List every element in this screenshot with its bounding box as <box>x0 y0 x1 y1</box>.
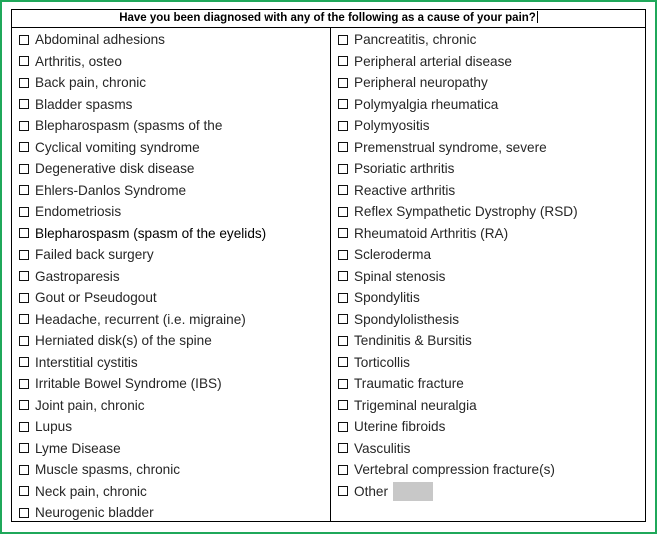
checklist-item-traumatic-fracture <box>338 373 645 395</box>
checkbox[interactable] <box>19 336 29 346</box>
checklist-item-polymyositis <box>338 115 645 137</box>
checkbox[interactable] <box>19 250 29 260</box>
checkbox[interactable] <box>338 422 348 432</box>
checklist-item-label: Failed back surgery <box>35 247 154 263</box>
checkbox[interactable] <box>19 379 29 389</box>
checklist-item-label: Reactive arthritis <box>354 182 456 198</box>
checkbox[interactable] <box>338 164 348 174</box>
checkbox[interactable] <box>338 293 348 303</box>
other-text-field[interactable] <box>393 482 433 501</box>
checklist-item-label: Lupus <box>35 419 73 435</box>
checkbox[interactable] <box>19 56 29 66</box>
checklist-item-label: Herniated disk(s) of the spine <box>35 333 212 349</box>
checklist-item-label: Torticollis <box>354 354 410 370</box>
checklist-item-label: Bladder spasms <box>35 96 133 112</box>
checkbox[interactable] <box>19 228 29 238</box>
checklist-item-spondylolisthesis <box>338 309 645 331</box>
checkbox[interactable] <box>338 35 348 45</box>
checkbox[interactable] <box>19 400 29 410</box>
checklist-item-reactive-arthritis <box>338 180 645 202</box>
checkbox[interactable] <box>338 443 348 453</box>
checklist-item-abdominal-adhesions <box>19 29 330 51</box>
checkbox[interactable] <box>19 314 29 324</box>
checkbox[interactable] <box>338 271 348 281</box>
checklist-item-irritable-bowel-syndrome-ibs <box>19 373 330 395</box>
checklist-item-label: Other <box>354 483 388 499</box>
checklist-item-label: Peripheral arterial disease <box>354 53 512 69</box>
checkbox[interactable] <box>19 78 29 88</box>
checklist-item-label: Arthritis, osteo <box>35 53 122 69</box>
checkbox[interactable] <box>338 465 348 475</box>
checkbox[interactable] <box>19 185 29 195</box>
checkbox[interactable] <box>19 508 29 518</box>
checkbox[interactable] <box>19 164 29 174</box>
checklist-item-rheumatoid-arthritis-ra <box>338 223 645 245</box>
checklist-item-bladder-spasms <box>19 94 330 116</box>
checklist-item-label: Peripheral neuropathy <box>354 75 488 91</box>
checkbox[interactable] <box>19 271 29 281</box>
checklist-item-label: Headache, recurrent (i.e. migraine) <box>35 311 246 327</box>
checkbox[interactable] <box>338 99 348 109</box>
checkbox[interactable] <box>19 443 29 453</box>
checklist-item-label: Gout or Pseudogout <box>35 290 157 306</box>
checkbox[interactable] <box>19 35 29 45</box>
checklist-item-psoriatic-arthritis <box>338 158 645 180</box>
checkbox[interactable] <box>338 142 348 152</box>
checklist-item-label: Tendinitis & Bursitis <box>354 333 472 349</box>
checklist-item-label: Vasculitis <box>354 440 411 456</box>
checklist-item-label: Joint pain, chronic <box>35 397 145 413</box>
checkbox[interactable] <box>338 56 348 66</box>
checklist-item-lupus <box>19 416 330 438</box>
checklist-item-neck-pain-chronic <box>19 481 330 503</box>
checklist-item-label: Muscle spasms, chronic <box>35 462 181 478</box>
checklist-item-label: Polymyalgia rheumatica <box>354 96 499 112</box>
checklist-item-back-pain-chronic <box>19 72 330 94</box>
checklist-item-label: Cyclical vomiting syndrome <box>35 139 200 155</box>
checkbox[interactable] <box>19 486 29 496</box>
checklist-item-blepharospasm-spasm-of-the-eyelids <box>19 223 330 245</box>
checklist-item-endometriosis <box>19 201 330 223</box>
checklist-item-label: Spondylitis <box>354 290 420 306</box>
checklist-item-label: Trigeminal neuralgia <box>354 397 477 413</box>
checklist-item-ehlers-danlos-syndrome <box>19 180 330 202</box>
checkbox[interactable] <box>338 357 348 367</box>
checklist-item-label: Lyme Disease <box>35 440 121 456</box>
checkbox[interactable] <box>338 228 348 238</box>
checkbox[interactable] <box>338 314 348 324</box>
checkbox[interactable] <box>338 336 348 346</box>
checklist-item-label: Psoriatic arthritis <box>354 161 455 177</box>
checkbox[interactable] <box>338 185 348 195</box>
checklist-item-label: Interstitial cystitis <box>35 354 138 370</box>
checklist-item-label: Irritable Bowel Syndrome (IBS) <box>35 376 222 392</box>
checklist-item-polymyalgia-rheumatica <box>338 94 645 116</box>
checklist-item-headache-recurrent-i-e-migraine <box>19 309 330 331</box>
checklist-item-label: Back pain, chronic <box>35 75 147 91</box>
checklist-item-label: Polymyositis <box>354 118 430 134</box>
checklist-item-label: Neck pain, chronic <box>35 483 147 499</box>
checklist-item-label: Premenstrual syndrome, severe <box>354 139 547 155</box>
checklist-item-interstitial-cystitis <box>19 352 330 374</box>
checklist-item-uterine-fibroids <box>338 416 645 438</box>
checklist-item-scleroderma <box>338 244 645 266</box>
checklist-item-label: Pancreatitis, chronic <box>354 32 477 48</box>
checklist-item-other <box>338 481 645 503</box>
checklist-item-blepharospasm-spasms-of-the <box>19 115 330 137</box>
checklist-item-arthritis-osteo <box>19 51 330 73</box>
checklist-item-spinal-stenosis <box>338 266 645 288</box>
checklist-item-label: Neurogenic bladder <box>35 505 154 521</box>
checklist-item-label: Traumatic fracture <box>354 376 464 392</box>
checklist-item-label: Rheumatoid Arthritis (RA) <box>354 225 509 241</box>
checklist-item-gout-or-pseudogout <box>19 287 330 309</box>
checkbox[interactable] <box>338 379 348 389</box>
checklist-item-reflex-sympathetic-dystrophy-rsd <box>338 201 645 223</box>
checklist-item-label: Degenerative disk disease <box>35 161 195 177</box>
checkbox[interactable] <box>338 207 348 217</box>
checklist-item-spondylitis <box>338 287 645 309</box>
checkbox[interactable] <box>338 250 348 260</box>
checklist-item-herniated-disk-s-of-the-spine <box>19 330 330 352</box>
checklist-item-label: Blepharospasm (spasms of the <box>35 118 223 134</box>
checklist-item-vertebral-compression-fracture-s <box>338 459 645 481</box>
checklist-item-vasculitis <box>338 438 645 460</box>
checkbox[interactable] <box>338 121 348 131</box>
text-cursor <box>537 11 538 23</box>
checklist-item-neurogenic-bladder <box>19 502 330 524</box>
table-header <box>12 10 645 28</box>
checklist-item-cyclical-vomiting-syndrome <box>19 137 330 159</box>
checkbox[interactable] <box>19 99 29 109</box>
checkbox[interactable] <box>338 486 348 496</box>
checklist-item-tendinitis-bursitis <box>338 330 645 352</box>
checklist-item-label: Uterine fibroids <box>354 419 446 435</box>
right-column <box>331 28 645 521</box>
checklist-item-label: Ehlers-Danlos Syndrome <box>35 182 187 198</box>
checkbox[interactable] <box>19 121 29 131</box>
checklist-item-label: Gastroparesis <box>35 268 120 284</box>
question-text: Have you been diagnosed with any of the following as a cause of your pain? <box>119 12 536 24</box>
checklist-item-label: Blepharospasm (spasm of the eyelids) <box>35 225 267 241</box>
checklist-item-torticollis <box>338 352 645 374</box>
checklist-item-trigeminal-neuralgia <box>338 395 645 417</box>
checklist-item-failed-back-surgery <box>19 244 330 266</box>
checklist-item-joint-pain-chronic <box>19 395 330 417</box>
checklist-item-peripheral-arterial-disease <box>338 51 645 73</box>
checklist-item-lyme-disease <box>19 438 330 460</box>
checklist-item-label: Reflex Sympathetic Dystrophy (RSD) <box>354 204 578 220</box>
checklist-item-label: Scleroderma <box>354 247 432 263</box>
checklist-item-label: Vertebral compression fracture(s) <box>354 462 555 478</box>
checkbox[interactable] <box>19 142 29 152</box>
checklist-item-label: Spinal stenosis <box>354 268 446 284</box>
checkbox[interactable] <box>19 357 29 367</box>
left-column <box>12 28 331 521</box>
checkbox[interactable] <box>19 422 29 432</box>
checklist-item-pancreatitis-chronic <box>338 29 645 51</box>
checkbox[interactable] <box>338 78 348 88</box>
checkbox[interactable] <box>338 400 348 410</box>
checkbox[interactable] <box>19 207 29 217</box>
checklist-item-peripheral-neuropathy <box>338 72 645 94</box>
checklist-item-gastroparesis <box>19 266 330 288</box>
diagnosis-table <box>11 9 646 522</box>
checklist-item-premenstrual-syndrome-severe <box>338 137 645 159</box>
checklist-item-label: Endometriosis <box>35 204 122 220</box>
checklist-item-degenerative-disk-disease <box>19 158 330 180</box>
checkbox[interactable] <box>19 293 29 303</box>
checklist-item-muscle-spasms-chronic <box>19 459 330 481</box>
checkbox[interactable] <box>19 465 29 475</box>
checklist-item-label: Spondylolisthesis <box>354 311 460 327</box>
checklist-item-label: Abdominal adhesions <box>35 32 165 48</box>
